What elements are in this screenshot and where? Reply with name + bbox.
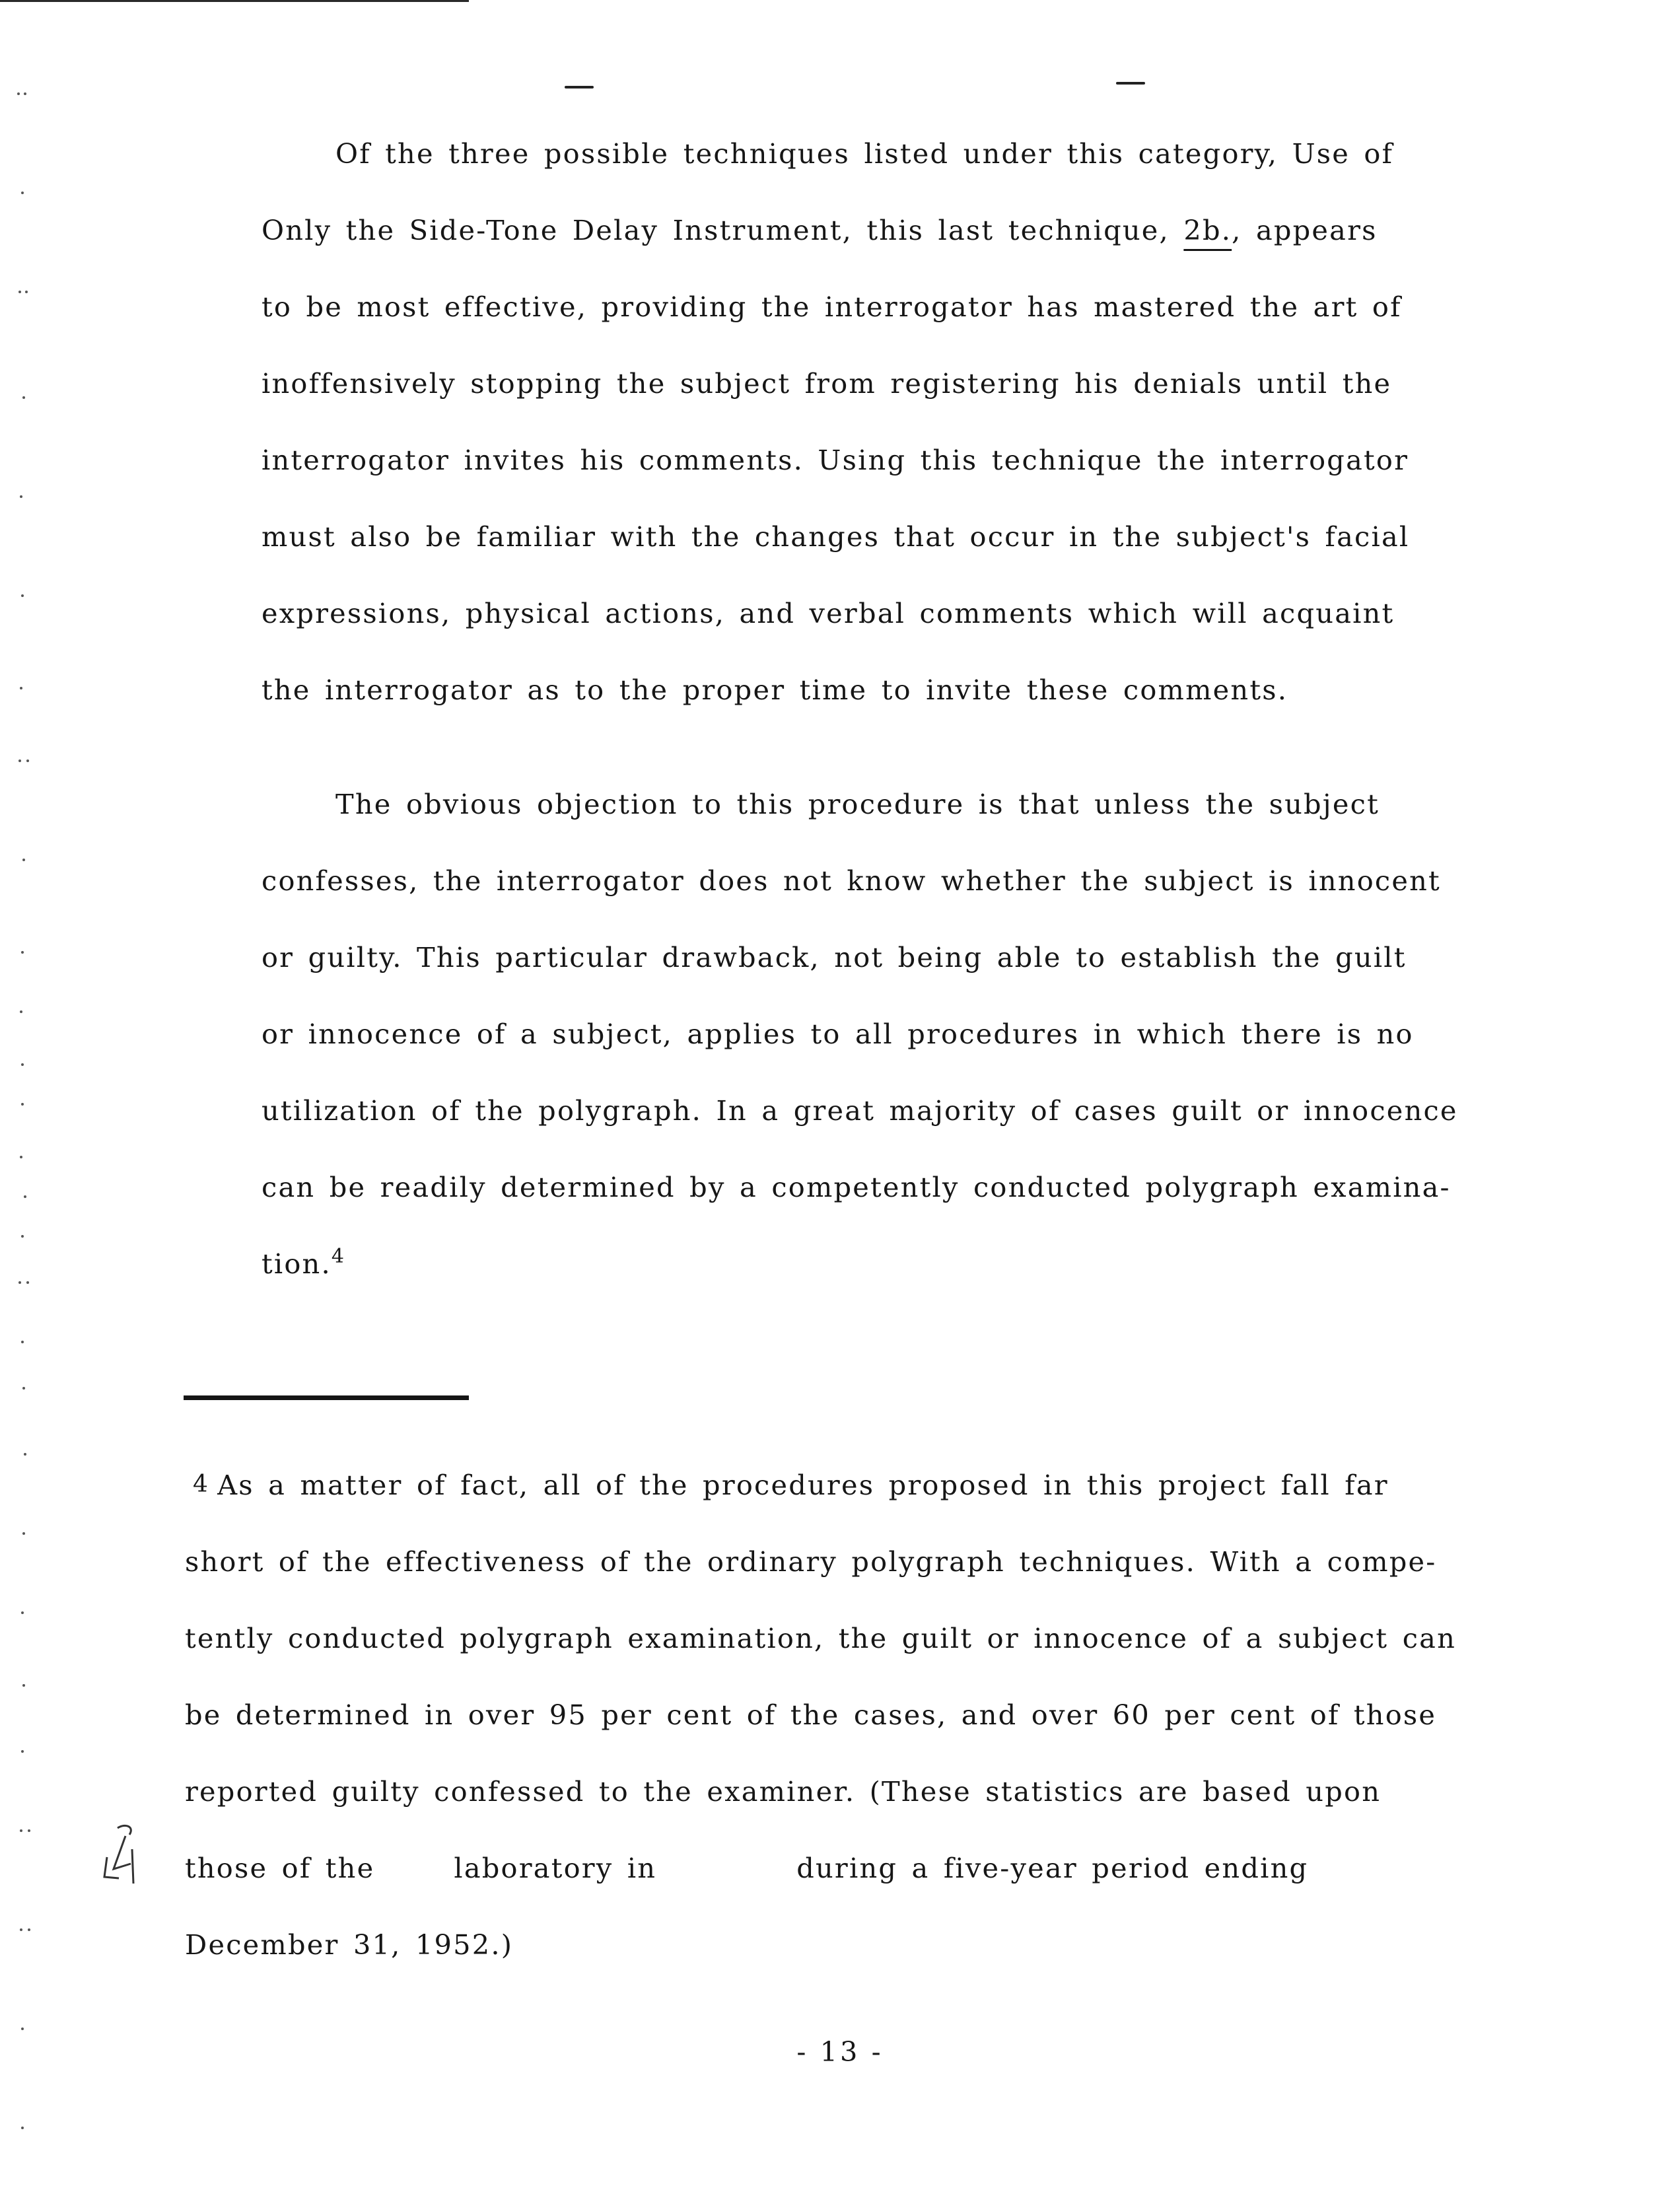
handwritten-mark [99,1823,145,1889]
text-line: inoffensively stopping the subject from registering his denials until the [262,367,1392,400]
paragraph-2 [262,766,1569,1302]
text-run: As a matter of fact, all of the procedures proposed in this project fall far [217,1469,1389,1501]
text-run: , [1232,214,1242,246]
text-line [262,1226,1569,1302]
footnote-reference: 4 [331,1245,346,1268]
paragraph-1 [262,116,1569,728]
footnote-line: short of the effectiveness of the ordinary polygraph techniques. With a compe- [185,1545,1437,1578]
text-line: must also be familiar with the changes that occur in the subject's facial [262,520,1410,553]
text-run: laboratory in [454,1852,657,1884]
text-line [262,192,1569,269]
footnote-line: tently conducted polygraph examination, the guilt or innocence of a subject can [185,1622,1457,1654]
footnote-line [185,1446,1545,1524]
footnote-line: be determined in over 95 per cent of the cases, and over 60 per cent of those [185,1699,1437,1731]
top-edge-line [0,0,469,2]
text-run: those of the [185,1852,375,1884]
text-line: to be most effective, providing the interrogator has mastered the art of [262,291,1402,323]
footnote-line [185,1830,1545,1907]
footnote-line: December 31, 1952.) [185,1928,514,1961]
text-line: expressions, physical actions, and verbal comments which will acquaint [262,597,1395,629]
text-line: or guilty. This particular drawback, not being able to establish the guilt [262,941,1407,973]
text-line: or innocence of a subject, applies to all procedures in which there is no [262,1018,1414,1050]
text-run: Only the Side-Tone Delay Instrument, this last technique, [262,214,1170,246]
text-line: the interrogator as to the proper time to invite these comments. [262,674,1288,706]
text-line: interrogator invites his comments. Using this technique the interrogator [262,444,1409,476]
text-line: can be readily determined by a competently conducted polygraph examina- [262,1171,1451,1203]
text-run: appears [1255,214,1378,246]
text-run: during a five-year period ending [796,1852,1309,1884]
text-line: Of the three possible techniques listed under this category, Use of [335,137,1394,170]
text-line: The obvious objection to this procedure is that unless the subject [335,788,1380,820]
footnote-separator [184,1395,469,1400]
footnote-line: reported guilty confessed to the examiner. (These statistics are based upon [185,1775,1382,1808]
scan-mark [1116,82,1145,85]
text-run: tion. [262,1248,332,1280]
binding-margin-marks [15,73,54,2186]
text-line: utilization of the polygraph. In a great majority of cases guilt or innocence [262,1094,1458,1127]
page-number: - 13 - [796,2035,884,2068]
text-line: confesses, the interrogator does not know whether the subject is innocent [262,864,1441,897]
footnote-number: 4 [193,1471,210,1498]
scan-mark [565,86,594,88]
footnote [185,1446,1545,1983]
underlined-reference: 2b. [1183,214,1232,246]
